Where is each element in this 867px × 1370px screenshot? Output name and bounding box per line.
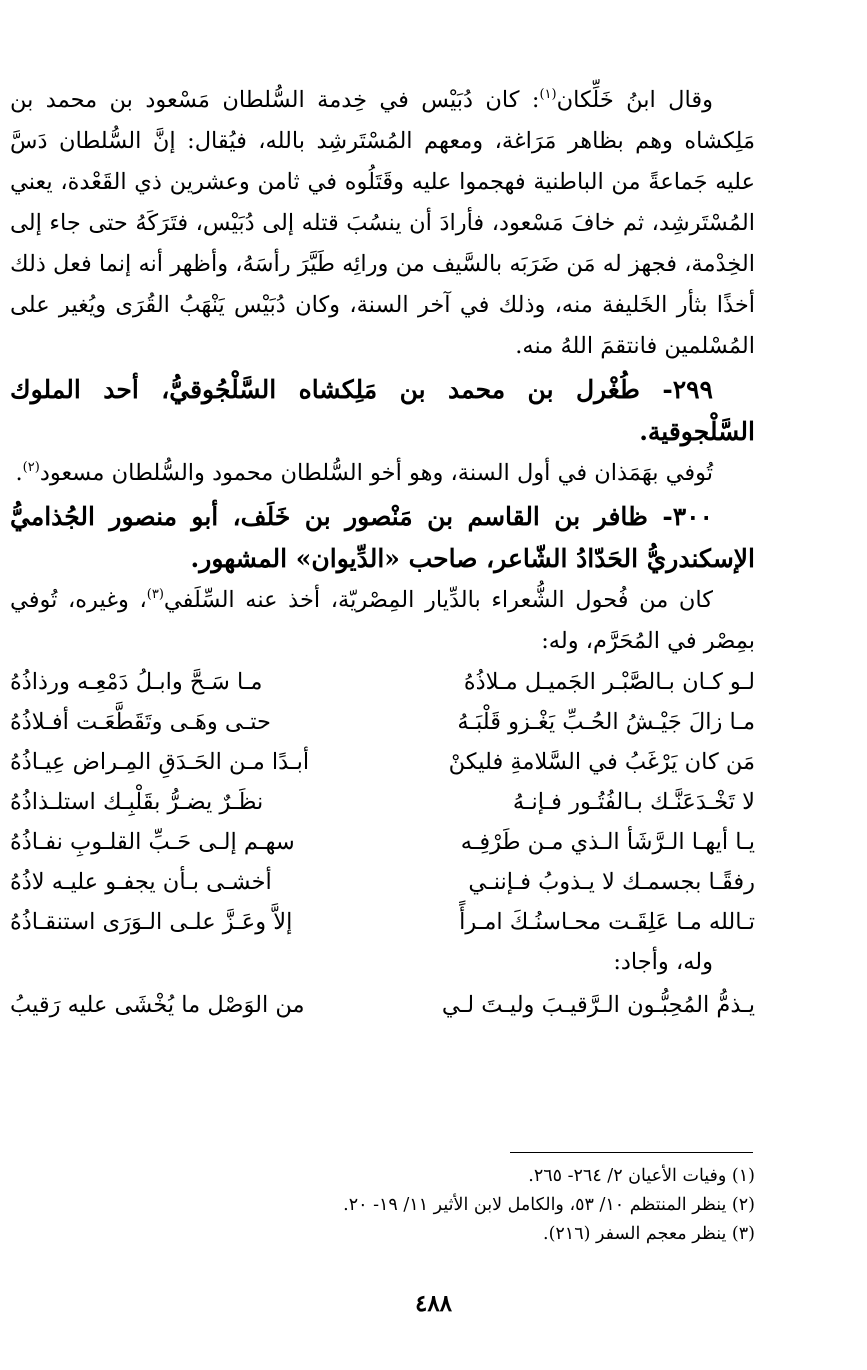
verse-first-hemistich: مَن كان يَرْغَبُ في السَّلامةِ فليكنْ	[448, 749, 755, 775]
verse-first-hemistich: تـالله مـا عَلِقَـت محـاسنُـكَ امـرأً	[459, 909, 755, 935]
intro-text-start: وقال ابنُ خَلِّكان	[556, 87, 713, 113]
main-text	[10, 80, 755, 1025]
verse-second-hemistich: نظَـرٌ يضـرُّ بقَلْبِـك استلـذاذُهُ	[10, 789, 264, 815]
poem-2	[10, 985, 755, 1025]
footnote-separator	[510, 1152, 753, 1153]
entry-299-text	[10, 453, 755, 494]
verse-second-hemistich: حتـى وهَـى وتَقَطَّعَـت أفـلاذُهُ	[10, 709, 271, 735]
intro-text-rest: : كان دُبَيْس في خِدمة السُّلطان مَسْعود بن محمد بن مَلِكشاه وهم بظاهر مَرَاغة، ومعهم المُسْتَرشِد بالله، فيُقال: إنَّ السُّلطان دَسَّ عليه جَماعةً من الباطنية فهجموا عليه وقَتَلُوه في ثامن وعشرين ذي القَعْدة، يعني المُسْتَرشِد، ثم خافَ مَسْعود، فأرادَ أن ينسُبَ قتله إلى دُبَيْس، فتَرَكَهُ حتى جاء إلى الخِدْمة، فجهز له مَن ضَرَبَه بالسَّيف من ورائِه طَيَّرَ رأسَهُ، وأظهر أنه إنما فعل ذلك أخذًا بثأر الخَليفة منه، وذلك في آخر السنة، وكان دُبَيْس يَنْهَبُ القُرَى ويُغير على المُسْلمين فانتقمَ اللهُ منه.	[10, 87, 755, 359]
verse-second-hemistich: سهـم إلـى حَـبِّ القلـوبِ نفـاذُهُ	[10, 829, 295, 855]
entry-299-text-end: .	[15, 460, 23, 486]
footnote-1: (١) وفيات الأعيان ٢/ ٢٦٤- ٢٦٥.	[528, 1166, 755, 1186]
footnote-3: (٣) ينظر معجم السفر (٢١٦).	[543, 1224, 755, 1244]
footnote-ref-2[interactable]: (٢)	[22, 460, 40, 475]
verse-first-hemistich: يـا أيهـا الـرَّشَأ الـذي مـن طَرْفِـه	[460, 829, 755, 855]
verse-line	[10, 985, 755, 1025]
verse-second-hemistich: من الوَصْل ما يُخْشَى عليه رَقيبُ	[10, 992, 305, 1018]
verse-line	[10, 662, 755, 702]
verse-second-hemistich: أخشـى بـأن يجفـو عليـه لاذُهُ	[10, 869, 272, 895]
entry-300-text-end: ، وغيره، تُوفي بمِصْر في المُحَرَّم، وله:	[10, 587, 755, 654]
entry-300-text-2: وله، وأجاد:	[613, 949, 713, 975]
verse-line	[10, 902, 755, 942]
footnotes	[10, 1162, 755, 1249]
poem-1	[10, 662, 755, 942]
verse-first-hemistich: لا تَخْـدَعَنَّـك بـالفُتُـور فـإنـهُ	[512, 789, 755, 815]
verse-line	[10, 822, 755, 862]
verse-line	[10, 782, 755, 822]
verse-line	[10, 742, 755, 782]
verse-second-hemistich: إلاَّ وعَـزَّ علـى الـوَرَى استنقـاذُهُ	[10, 909, 293, 935]
verse-first-hemistich: مـا زالَ جَيْـشُ الحُـبِّ يَغْـزو قَلْبَـهُ	[457, 709, 755, 735]
verse-line	[10, 702, 755, 742]
footnote-ref-1[interactable]: (١)	[539, 87, 557, 102]
entry-300-heading: ٣٠٠- ظافر بن القاسم بن مَنْصور بن خَلَف، أبو منصور الجُذاميُّ الإسكندريُّ الحَدّادُ الشّاعر، صاحب «الدِّيوان» المشهور.	[10, 502, 755, 573]
footnote-ref-3[interactable]: (٣)	[146, 587, 164, 602]
footnote-2: (٢) ينظر المنتظم ١٠/ ٥٣، والكامل لابن الأثير ١١/ ١٩- ٢٠.	[343, 1195, 755, 1215]
page-number: ٤٨٨	[414, 1290, 453, 1317]
entry-300-text	[10, 580, 755, 662]
verse-first-hemistich: يـذمُّ المُحِبُّـون الـرَّقيـبَ وليـتَ لـي	[441, 992, 755, 1018]
entry-300-text-start: كان من فُحول الشُّعراء بالدِّيار المِصْريّة، أخذ عنه السِّلَفي	[163, 587, 713, 613]
verse-second-hemistich: مـا سَـحَّ وابـلُ دَمْعِـه ورذاذُهُ	[10, 669, 263, 695]
verse-line	[10, 862, 755, 902]
verse-second-hemistich: أبـدًا مـن الحَـدَقِ المِـراض عِيـاذُهُ	[10, 749, 310, 775]
intro-paragraph	[10, 80, 755, 367]
entry-299-heading: ٢٩٩- طُغْرل بن محمد بن مَلِكشاه السَّلْجُوقيُّ، أحد الملوك السَّلْجوقية.	[10, 375, 755, 446]
verse-first-hemistich: لـو كـان بـالصَّبْـر الجَميـل مـلاذُهُ	[463, 669, 755, 695]
verse-first-hemistich: رفقًـا بجسمـك لا يـذوبُ فـإننـي	[468, 869, 755, 895]
entry-299-text-start: تُوفي بهَمَذان في أول السنة، وهو أخو السُّلطان محمود والسُّلطان مسعود	[39, 460, 713, 486]
